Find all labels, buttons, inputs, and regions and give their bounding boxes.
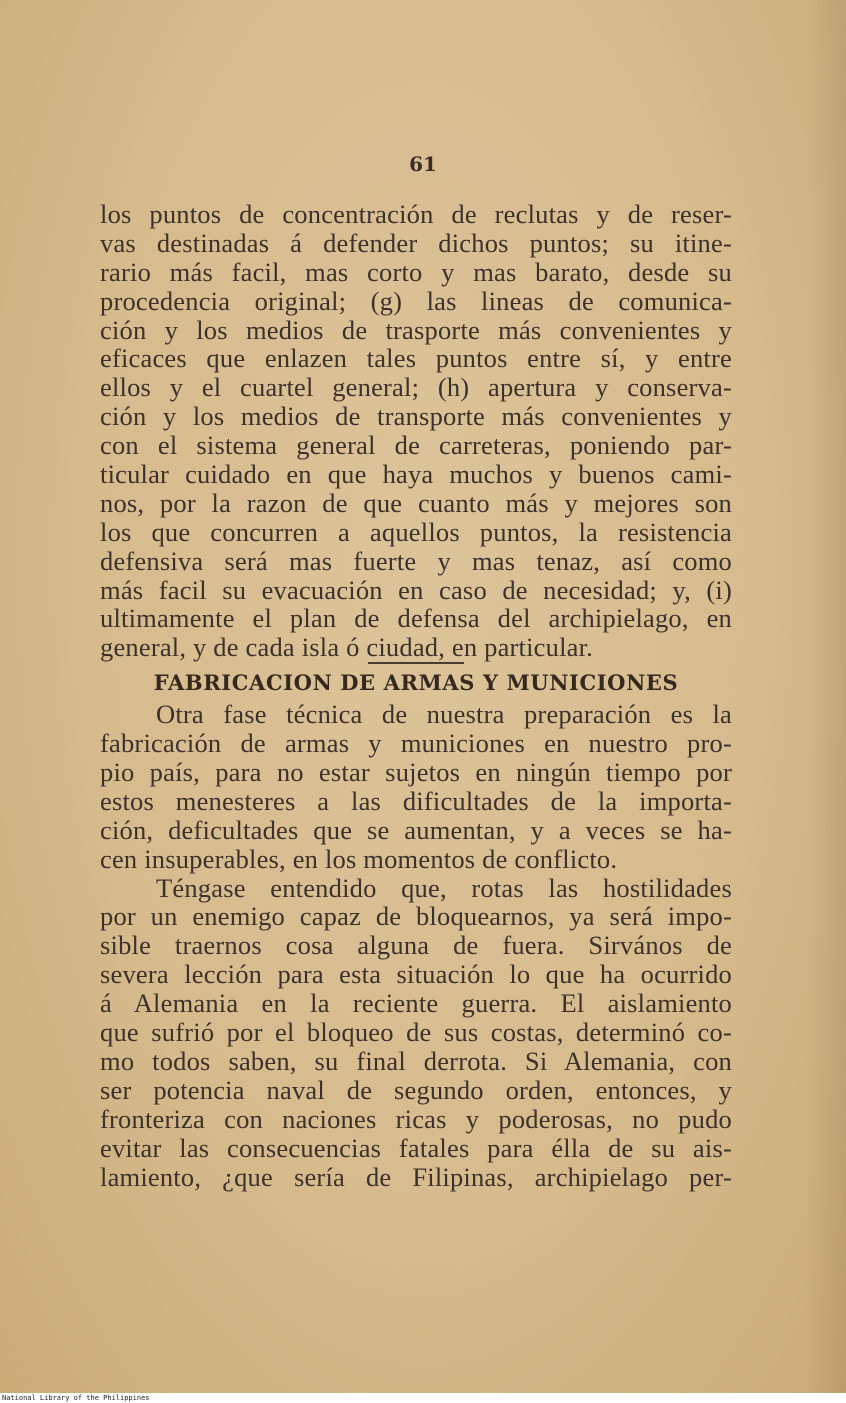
- text-line: fabricación de armas y municiones en nuestro pro-: [100, 728, 732, 759]
- text-line: pio país, para no estar sujetos en ningún tiempo por: [100, 757, 732, 788]
- text-line: vas destinadas á defender dichos puntos; su itine-: [100, 227, 732, 258]
- text-line: los que concurren a aquellos puntos, la resistencia: [100, 516, 732, 547]
- text-line: más facil su evacuación en caso de necesidad; y, (i): [100, 574, 732, 605]
- text-line: ticular cuidado en que haya muchos y buenos cami-: [100, 459, 732, 490]
- paragraph-1: [100, 200, 732, 662]
- text-line: ción y los medios de transporte más convenientes y: [100, 401, 732, 432]
- paragraph-2: [100, 700, 732, 873]
- text-line: fronteriza con naciones ricas y poderosas, no pudo: [100, 1103, 732, 1134]
- text-line: por un enemigo capaz de bloquearnos, ya será impo-: [100, 901, 732, 932]
- text-line: ultimamente el plan de defensa del archipielago, en: [100, 603, 732, 634]
- section-divider: [368, 662, 464, 664]
- text-line: general, y de cada isla ó ciudad, en particular.: [100, 632, 594, 663]
- library-credit: National Library of the Philippines: [2, 1394, 150, 1402]
- footer-strip: [0, 1393, 846, 1403]
- page-edge-shadow: [806, 0, 846, 1393]
- text-line: á Alemania en la reciente guerra. El aislamiento: [100, 988, 732, 1019]
- page-number: 61: [409, 152, 437, 176]
- text-line: ción, deficultades que se aumentan, y a veces se ha-: [100, 814, 732, 845]
- text-line: severa lección para esta situación lo que ha ocurrido: [100, 959, 732, 990]
- section-heading: FABRICACION DE ARMAS Y MUNICIONES: [153, 670, 679, 696]
- body-text: [100, 200, 732, 1191]
- text-line: nos, por la razon de que cuanto más y mejores son: [100, 487, 732, 518]
- text-line: cen insuperables, en los momentos de conflicto.: [100, 843, 618, 874]
- text-line: defensiva será mas fuerte y mas tenaz, así como: [100, 545, 732, 576]
- text-line: ción y los medios de trasporte más convenientes y: [100, 314, 732, 345]
- text-line: mo todos saben, su final derrota. Si Alemania, con: [100, 1045, 732, 1076]
- text-line: los puntos de concentración de reclutas y de reser-: [100, 199, 732, 229]
- text-line: sible traernos cosa alguna de fuera. Sirvános de: [100, 930, 732, 961]
- text-line: ser potencia naval de segundo orden, entonces, y: [100, 1074, 732, 1105]
- text-line: Téngase entendido que, rotas las hostilidades: [156, 872, 732, 903]
- text-line: Otra fase técnica de nuestra preparación es la: [156, 699, 732, 730]
- text-line: lamiento, ¿que sería de Filipinas, archipielago per-: [100, 1161, 732, 1192]
- text-line: que sufrió por el bloqueo de sus costas, determinó co-: [100, 1017, 732, 1048]
- text-line: con el sistema general de carreteras, poniendo par-: [100, 430, 732, 461]
- text-line: ellos y el cuartel general; (h) apertura y conserva-: [100, 372, 732, 403]
- text-line: rario más facil, mas corto y mas barato, desde su: [100, 256, 732, 287]
- text-line: eficaces que enlazen tales puntos entre sí, y entre: [100, 343, 732, 374]
- text-line: estos menesteres a las dificultades de la importa-: [100, 785, 732, 816]
- text-line: evitar las consecuencias fatales para élla de su ais-: [100, 1132, 732, 1163]
- text-line: procedencia original; (g) las lineas de comunica-: [100, 285, 732, 316]
- paragraph-3: [100, 874, 732, 1192]
